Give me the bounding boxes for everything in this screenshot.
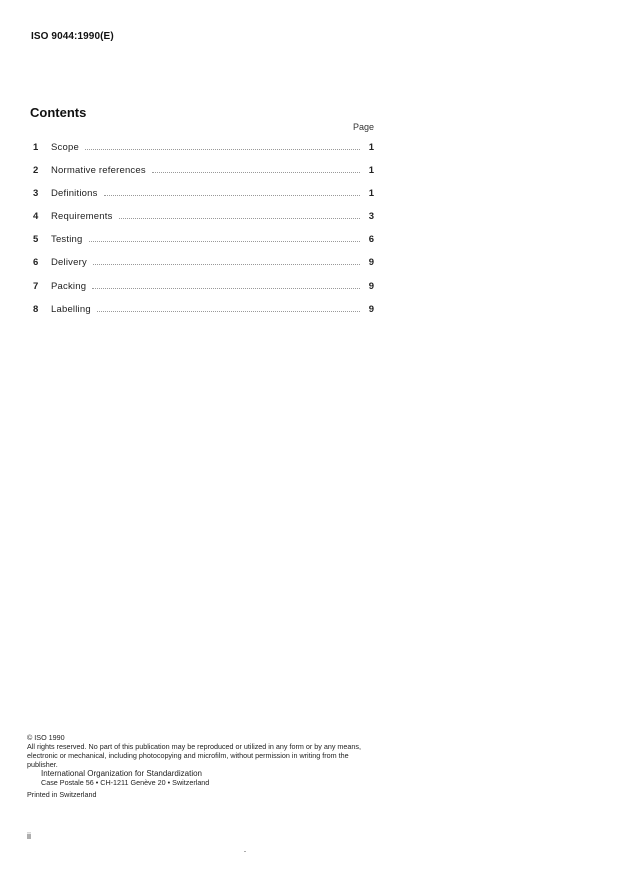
page-number: ii: [27, 831, 31, 841]
toc-entry-number: 7: [33, 280, 39, 292]
dot-leader: [92, 287, 360, 289]
toc-entry-packing[interactable]: [33, 281, 374, 304]
copyright-line: © ISO 1990: [27, 733, 65, 742]
dot-leader: [93, 263, 360, 265]
printed-in: Printed in Switzerland: [27, 790, 97, 799]
toc-entry-number: 8: [33, 303, 39, 315]
toc-entry-number: 1: [33, 142, 39, 153]
toc-entry-number: 2: [33, 165, 39, 177]
toc-entry-page: 6: [368, 234, 374, 246]
toc-entry-title: Testing: [51, 234, 83, 246]
dot-leader: [152, 171, 360, 173]
scan-artifact: [244, 851, 246, 852]
toc-entry-number: 5: [33, 234, 39, 246]
toc-entry-normative-references[interactable]: [33, 165, 374, 188]
copyright-footer: [27, 733, 377, 799]
toc-entry-page: 9: [368, 280, 374, 292]
toc-entry-title: Delivery: [51, 257, 87, 269]
toc-entry-title: Labelling: [51, 303, 91, 315]
dot-leader: [104, 194, 360, 196]
page-column-label: Page: [353, 122, 375, 132]
dot-leader: [97, 310, 360, 312]
toc-entry-title: Normative references: [51, 165, 146, 177]
toc-entry-requirements[interactable]: [33, 211, 374, 234]
toc-entry-title: Definitions: [51, 188, 98, 200]
table-of-contents: [33, 142, 374, 327]
toc-entry-page: 1: [368, 188, 374, 200]
toc-entry-delivery[interactable]: [33, 257, 374, 280]
dot-leader: [89, 240, 360, 242]
toc-entry-page: 1: [368, 142, 374, 153]
rights-notice: All rights reserved. No part of this publication may be reproduced or utilized in any form or by any means, electronic or mechanical, including photocopying and microfilm, without permission in writing from the publisher.: [27, 742, 361, 769]
toc-entry-definitions[interactable]: [33, 188, 374, 211]
organization-name: International Organization for Standardization: [41, 769, 202, 778]
toc-entry-title: Requirements: [51, 211, 113, 223]
document-id: ISO 9044:1990(E): [31, 31, 114, 42]
toc-entry-number: 6: [33, 257, 39, 269]
toc-entry-page: 9: [368, 257, 374, 269]
toc-entry-scope[interactable]: [33, 142, 374, 165]
toc-entry-page: 3: [368, 211, 374, 223]
organization-address: Case Postale 56 • CH-1211 Genève 20 • Switzerland: [41, 778, 210, 787]
toc-entry-title: Packing: [51, 280, 87, 292]
toc-entry-testing[interactable]: [33, 234, 374, 257]
dot-leader: [119, 217, 360, 219]
toc-entry-page: 9: [368, 303, 374, 315]
toc-entry-number: 4: [33, 211, 39, 223]
toc-entry-labelling[interactable]: [33, 304, 374, 327]
dot-leader: [85, 148, 360, 150]
contents-heading: Contents: [30, 105, 87, 120]
toc-entry-number: 3: [33, 188, 39, 200]
toc-entry-page: 1: [368, 165, 374, 177]
toc-entry-title: Scope: [51, 142, 79, 153]
